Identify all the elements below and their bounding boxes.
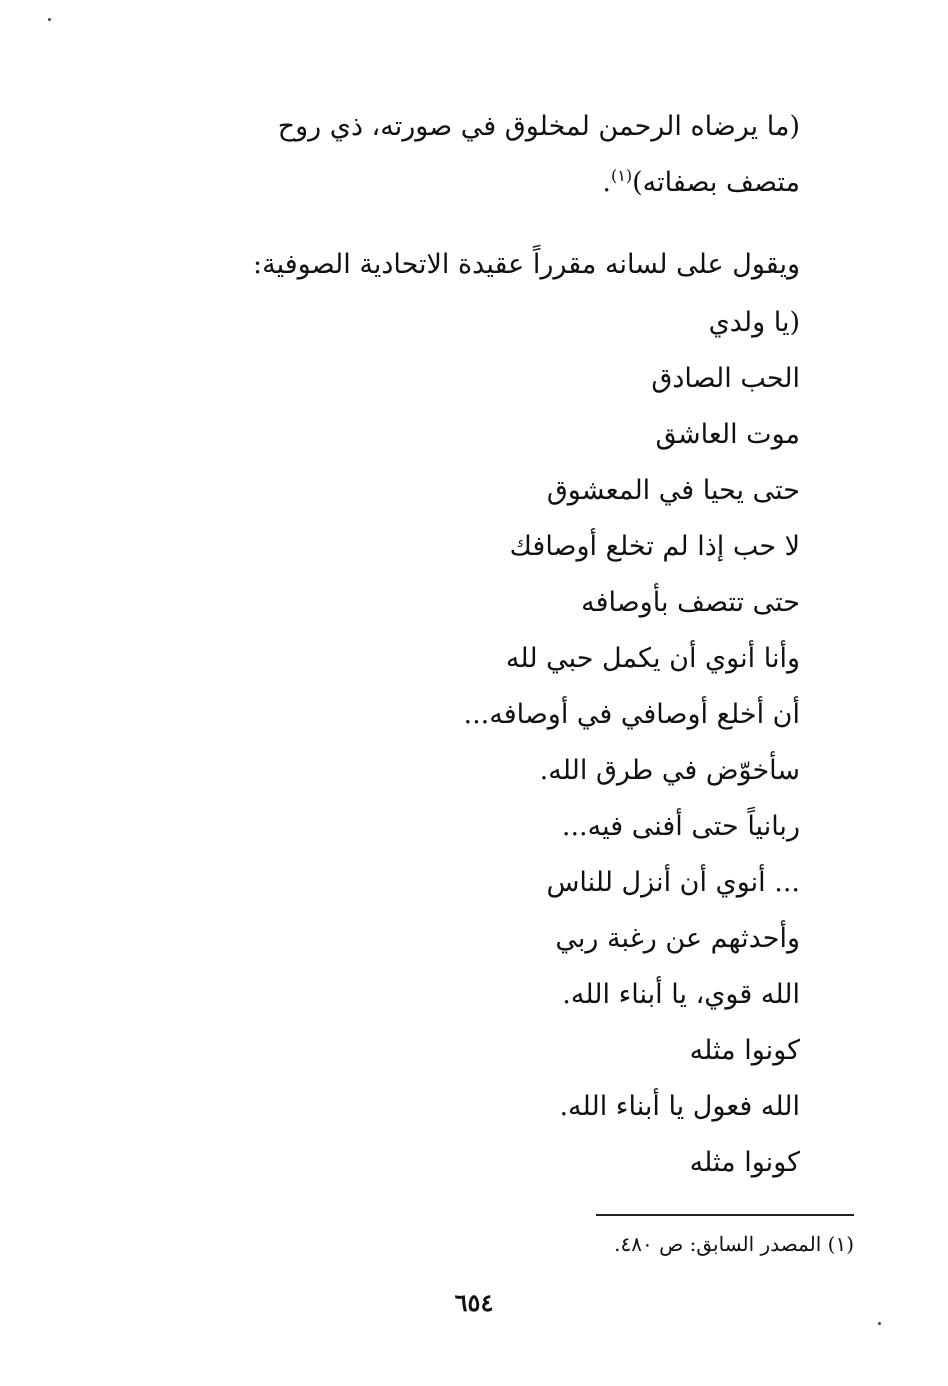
lead-sentence — [253, 248, 800, 282]
poem-line — [464, 698, 801, 732]
poem-line — [546, 866, 800, 900]
poem-line-text: حتى يحيا في المعشوق — [546, 475, 800, 506]
intro-line-2-text: متصف بصفاته) — [632, 167, 800, 198]
intro-line-1-text: (ما يرضاه الرحمن لمخلوق في صورته، ذي روح — [277, 111, 800, 142]
intro-line-2 — [602, 166, 800, 200]
poem-line-text: حتى تتصف بأوصافه — [581, 587, 800, 618]
poem-line — [562, 810, 800, 844]
poem-line-text: سأخوّض في طرق الله. — [539, 755, 800, 786]
poem-line — [555, 922, 800, 956]
poem-line-text: الله قوي، يا أبناء الله. — [562, 979, 800, 1010]
poem-line — [506, 642, 800, 676]
poem-line-text: موت العاشق — [655, 419, 800, 450]
poem-line — [510, 530, 800, 564]
poem-line-text: الله فعول يا أبناء الله. — [559, 1091, 800, 1122]
poem-line — [651, 362, 800, 396]
poem-line-text: وأحدثهم عن رغبة ربي — [555, 923, 800, 954]
footnote-text: (١) المصدر السابق: ص ٤٨٠. — [614, 1232, 854, 1256]
page-number: ٦٥٤ — [454, 1288, 494, 1317]
poem-line-text: وأنا أنوي أن يكمل حبي لله — [505, 643, 800, 674]
poem-line-text: ... أنوي أن أنزل للناس — [546, 867, 800, 898]
poem-line — [547, 474, 800, 508]
poem-line-text: أن أخلع أوصافي في أوصافه... — [463, 699, 800, 730]
poem-line — [690, 1034, 800, 1068]
poem-line-text: (يا ولدي — [708, 307, 800, 338]
poem-line — [690, 1146, 800, 1180]
poem-line-text: كونوا مثله — [689, 1147, 800, 1178]
poem-line-text: ربانياً حتى أفنى فيه... — [561, 811, 800, 842]
footnote-divider — [596, 1214, 854, 1216]
poem-line — [540, 754, 800, 788]
scan-speck — [48, 18, 51, 21]
scan-speck — [878, 1322, 881, 1325]
intro-line-2-end: . — [602, 167, 611, 198]
poem-line-text: الحب الصادق — [651, 363, 800, 394]
intro-line-1 — [278, 110, 800, 144]
poem-line-text: لا حب إذا لم تخلع أوصافك — [509, 531, 800, 562]
poem-line — [655, 418, 800, 452]
poem-line-text: كونوا مثله — [689, 1035, 800, 1066]
lead-sentence-text: ويقول على لسانه مقرراً عقيدة الاتحادية الصوفية: — [253, 249, 800, 280]
footnote-reference[interactable]: (١) — [611, 166, 633, 185]
poem-line — [559, 1090, 800, 1124]
poem-line — [562, 978, 800, 1012]
poem-line — [581, 586, 800, 620]
poem-line — [709, 306, 800, 340]
footnote — [614, 1230, 854, 1258]
